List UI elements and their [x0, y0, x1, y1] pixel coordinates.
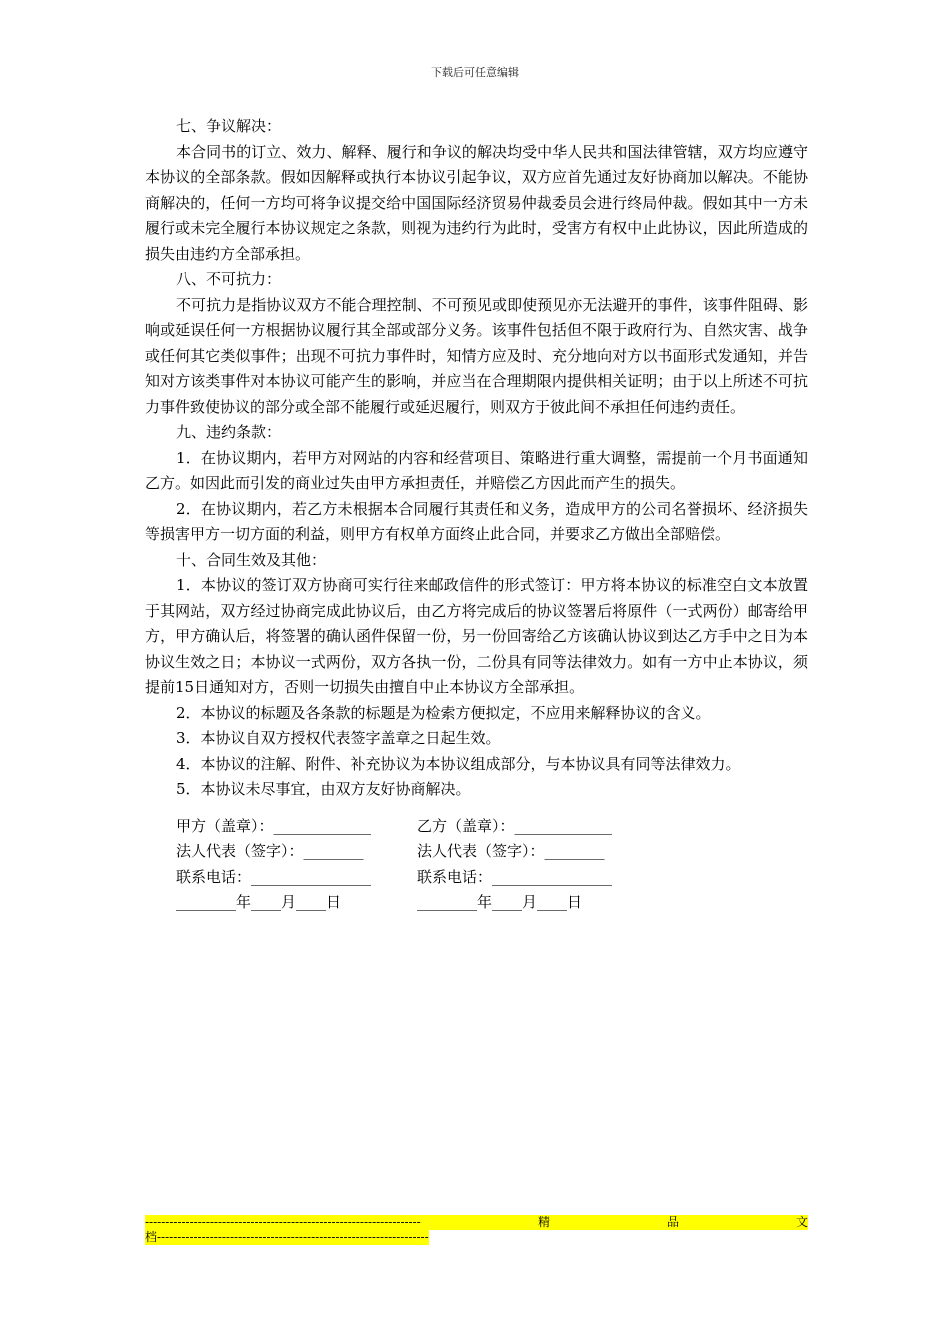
party-b-field: 联系电话：________________ — [417, 867, 613, 886]
footer-word-2: 品 — [666, 1215, 679, 1229]
party-a-field: 法人代表（签字）：________ — [176, 842, 364, 860]
paragraph-list — [145, 114, 808, 803]
footer-word-3: 文 — [795, 1215, 808, 1229]
section-heading: 七、争议解决： — [176, 117, 282, 135]
section-heading: 八、不可抗力： — [176, 270, 282, 288]
party-b-field: 法人代表（签字）：________ — [417, 842, 605, 860]
party-b-field: 乙方（盖章）：_____________ — [417, 816, 613, 835]
party-a-field: 联系电话：________________ — [176, 867, 372, 886]
signature-row — [145, 865, 808, 891]
page-footer — [145, 1215, 808, 1245]
body-paragraph: 4．本协议的注解、附件、补充协议为本协议组成部分，与本协议具有同等法律效力。 — [176, 754, 741, 773]
page-header: 下载后可任意编辑 — [431, 66, 519, 79]
footer-line-1 — [145, 1215, 808, 1230]
section-heading: 十、合同生效及其他： — [176, 550, 327, 569]
document-body — [145, 114, 808, 916]
party-b-field: ________年____月____日 — [417, 893, 583, 911]
body-paragraph: 3．本协议自双方授权代表签字盖章之日起生效。 — [176, 729, 501, 747]
signature-block — [145, 814, 808, 916]
body-paragraph: 2．在协议期内，若乙方未根据本合同履行其责任和义务，造成甲方的公司名誉损坏、经济损失等损害甲方一切方面的利益，则甲方有权单方面终止此合同，并要求乙方做出全部赔偿。 — [145, 499, 808, 543]
signature-row — [145, 814, 808, 840]
footer-line-2: 档------------------------------------------------------------------- — [145, 1230, 429, 1244]
body-paragraph: 2．本协议的标题及各条款的标题是为检索方便拟定，不应用来解释协议的含义。 — [176, 703, 711, 722]
section-heading: 九、违约条款： — [176, 423, 282, 441]
body-paragraph: 1．本协议的签订双方协商可实行往来邮政信件的形式签订：甲方将本协议的标准空白文本放置于其网站，双方经过协商完成此协议后，由乙方将完成后的协议签署后将原件（一式两份）邮寄给甲方，甲方确认后，将签署的确认函件保留一份，另一份回寄给乙方该确认协议到达乙方手中之日为本协议生效之日；本协议一式两份，双方各执一份，二份具有同等法律效力。如有一方中止本协议，须提前15日通知对方，否则一切损失由擅自中止本协议方全部承担。 — [145, 576, 808, 696]
footer-word-1: 精 — [537, 1215, 550, 1229]
body-paragraph: 本合同书的订立、效力、解释、履行和争议的解决均受中华人民共和国法律管辖，双方均应遵守本协议的全部条款。假如因解释或执行本协议引起争议，双方应首先通过友好协商加以解决。不能协商解决的，任何一方均可将争议提交给中国国际经济贸易仲裁委员会进行终局仲裁。假如其中一方未履行或未完全履行本协议规定之条款，则视为违约行为此时，受害方有权中止此协议，因此所造成的损失由违约方全部承担。 — [145, 142, 808, 263]
party-a-field: ________年____月____日 — [176, 893, 342, 911]
body-paragraph: 5．本协议未尽事宜，由双方友好协商解决。 — [176, 780, 471, 798]
body-paragraph: 1．在协议期内，若甲方对网站的内容和经营项目、策略进行重大调整，需提前一个月书面通知乙方。如因此而引发的商业过失由甲方承担责任，并赔偿乙方因此而产生的损失。 — [145, 448, 808, 492]
signature-row — [145, 890, 808, 916]
signature-row — [145, 839, 808, 865]
party-a-field: 甲方（盖章）：_____________ — [176, 816, 372, 835]
body-paragraph: 不可抗力是指协议双方不能合理控制、不可预见或即使预见亦无法避开的事件，该事件阻碍、影响或延误任何一方根据协议履行其全部或部分义务。该事件包括但不限于政府行为、自然灾害、战争或任何其它类似事件；出现不可抗力事件时，知情方应及时、充分地向对方以书面形式发通知，并告知对方该类事件对本协议可能产生的影响，并应当在合理期限内提供相关证明；由于以上所述不可抗力事件致使协议的部分或全部不能履行或延迟履行，则双方于彼此间不承担任何违约责任。 — [145, 295, 808, 416]
footer-dashes: -------------------------------------------------------------------- — [145, 1215, 421, 1229]
